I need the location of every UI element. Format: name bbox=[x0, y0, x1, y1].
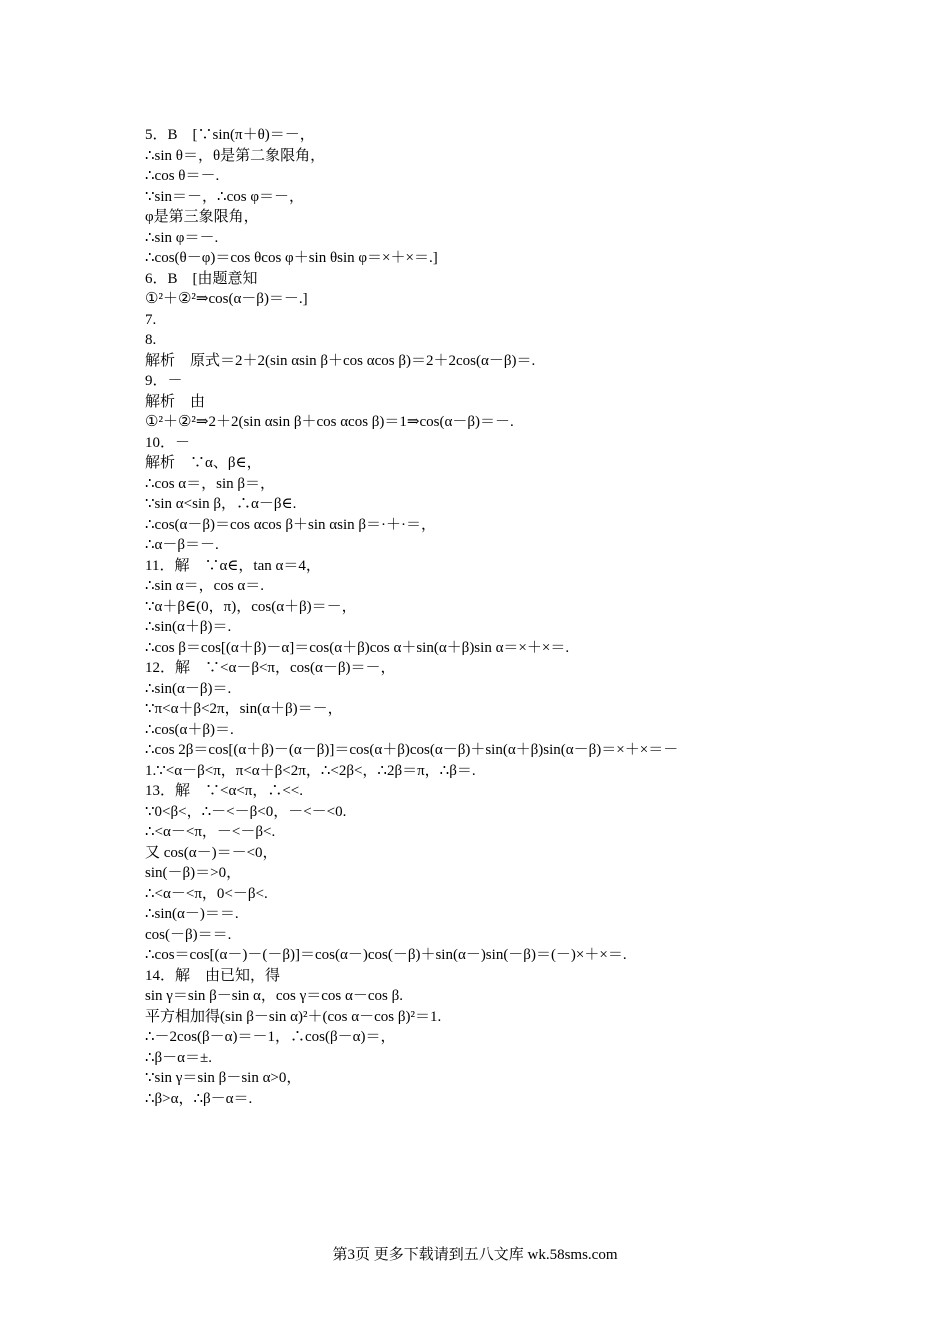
text-line: 平方相加得(sin β－sin α)²＋(cos α－cos β)²＝1. bbox=[145, 1008, 442, 1025]
text-line: ∴sin θ＝，θ是第二象限角， bbox=[145, 147, 326, 164]
text-line: ∴－2cos(β－α)＝－1，∴cos(β－α)＝， bbox=[145, 1029, 396, 1045]
text-line: ∴sin(α－β)＝. bbox=[145, 680, 232, 697]
text-line: 6．B [由题意知 bbox=[145, 270, 258, 287]
text-line: 11．解 ∵α∈，tan α＝4， bbox=[145, 557, 321, 574]
text-line: 8. bbox=[145, 332, 157, 348]
text-line: 解析 ∵α、β∈， bbox=[145, 455, 262, 471]
text-line: ∴cos(θ－φ)＝cos θcos φ＋sin θsin φ＝×＋×＝.] bbox=[145, 250, 438, 266]
text-line: ∴β>α，∴β－α＝. bbox=[145, 1090, 253, 1107]
text-line: φ是第三象限角， bbox=[145, 209, 259, 225]
text-line: ∴β－α＝±. bbox=[145, 1049, 213, 1066]
text-line: 9．－ bbox=[145, 373, 183, 389]
text-line: ∴cos(α－β)＝cos αcos β＋sin αsin β＝·＋·＝， bbox=[145, 516, 436, 533]
text-line: 13．解 ∵<α<π，∴<<. bbox=[145, 783, 304, 799]
text-line: ∴α－β＝－. bbox=[145, 537, 219, 553]
page-footer: 第3页 更多下载请到五八文库 wk.58sms.com bbox=[332, 1247, 618, 1263]
text-line: ∵α＋β∈(0，π)，cos(α＋β)＝－， bbox=[145, 598, 357, 615]
text-line: 12．解 ∵<α－β<π，cos(α－β)＝－， bbox=[145, 660, 396, 676]
text-line: ∵sin＝－，∴cos φ＝－， bbox=[145, 188, 304, 205]
text-line: cos(－β)＝＝. bbox=[145, 926, 232, 943]
text-line: ∴sin(α－)＝＝. bbox=[145, 906, 239, 922]
text-line: ∴cos θ＝－. bbox=[145, 168, 220, 184]
text-line: sin(－β)＝>0， bbox=[145, 865, 242, 881]
text-line: ①²＋②²⇒cos(α－β)＝－.] bbox=[145, 291, 308, 307]
text-line: ∴cos α＝，sin β＝， bbox=[145, 475, 276, 492]
text-line: 解析 由 bbox=[145, 393, 206, 410]
text-line: 1.∵<α－β<π，π<α＋β<2π，∴<2β<，∴2β＝π，∴β＝. bbox=[145, 762, 476, 779]
text-line: ∵0<β<，∴－<－β<0，－<－<0. bbox=[145, 803, 347, 820]
text-line: ∴sin φ＝－. bbox=[145, 229, 219, 246]
text-line: ∴sin(α＋β)＝. bbox=[145, 619, 232, 635]
text-line: 5．B [∵sin(π＋θ)＝－， bbox=[145, 127, 315, 143]
text-line: ∴<α－<π，－<－β<. bbox=[145, 824, 276, 840]
text-line: ∴cos＝cos[(α－)－(－β)]＝cos(α－)cos(－β)＋sin(α－)sin(－β)＝(－)×＋×＝. bbox=[145, 947, 627, 963]
text-line: ∴cos 2β＝cos[(α＋β)－(α－β)]＝cos(α＋β)cos(α－β)＋sin(α＋β)sin(α－β)＝×＋×＝－ bbox=[145, 742, 679, 758]
text-line: ∵π<α＋β<2π，sin(α＋β)＝－， bbox=[145, 701, 343, 717]
text-line: 14．解 由已知，得 bbox=[145, 967, 281, 984]
text-line: ①²＋②²⇒2＋2(sin αsin β＋cos αcos β)＝1⇒cos(α－β)＝－. bbox=[145, 414, 514, 430]
text-line: 7. bbox=[145, 311, 157, 328]
text-line: ∵sin γ＝sin β－sin α>0， bbox=[145, 1070, 302, 1086]
text-line: ∴<α－<π，0<－β<. bbox=[145, 885, 268, 902]
text-line: ∴cos β＝cos[(α＋β)－α]＝cos(α＋β)cos α＋sin(α＋β)sin α＝×＋×＝. bbox=[145, 639, 570, 656]
text-line: 又 cos(α－)＝－<0， bbox=[145, 844, 278, 861]
answer-content bbox=[145, 125, 785, 1109]
text-line: 10．－ bbox=[145, 434, 191, 451]
text-line: ∴cos(α＋β)＝. bbox=[145, 721, 234, 738]
text-line: sin γ＝sin β－sin α，cos γ＝cos α－cos β. bbox=[145, 988, 403, 1004]
text-line: ∴sin α＝，cos α＝. bbox=[145, 578, 265, 594]
text-line: ∵sin α<sin β，∴α－β∈. bbox=[145, 496, 297, 512]
text-line: 解析 原式＝2＋2(sin αsin β＋cos αcos β)＝2＋2cos(α－β)＝. bbox=[145, 352, 536, 369]
